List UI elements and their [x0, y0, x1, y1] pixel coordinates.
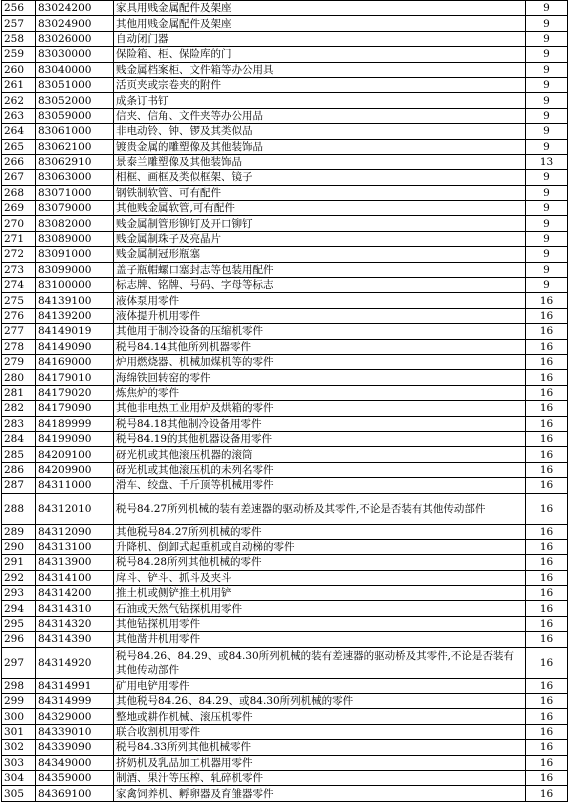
hs-code-cell: 83062100: [36, 139, 114, 154]
table-row: [2, 555, 568, 570]
table-row: [2, 77, 568, 92]
description-cell: 其他贱金属软管,可有配件: [114, 201, 526, 216]
hs-code-cell: 83024200: [36, 1, 114, 16]
hs-code-cell: 84169000: [36, 354, 114, 369]
hs-code-cell: 84179090: [36, 401, 114, 416]
table-row: [2, 47, 568, 62]
rebate-rate-cell: 16: [526, 786, 568, 801]
description-cell: 盖子瓶帽螺口塞封志等包装用配件: [114, 262, 526, 277]
description-cell: 砑光机或其他滚压机器的滚筒: [114, 447, 526, 462]
table-row: [2, 401, 568, 416]
hs-code-cell: 83061000: [36, 124, 114, 139]
description-cell: 石油或天然气钻探机用零件: [114, 601, 526, 616]
rebate-rate-cell: 16: [526, 478, 568, 493]
table-row: [2, 139, 568, 154]
description-cell: 税号84.28所列其他机械的零件: [114, 555, 526, 570]
rebate-rate-cell: 16: [526, 524, 568, 539]
hs-code-cell: 84359000: [36, 770, 114, 785]
table-row: [2, 632, 568, 647]
rebate-rate-cell: 16: [526, 694, 568, 709]
hs-code-cell: 84339010: [36, 724, 114, 739]
hs-code-cell: 83030000: [36, 47, 114, 62]
rebate-rate-cell: 9: [526, 278, 568, 293]
hs-code-cell: 83040000: [36, 62, 114, 77]
hs-code-cell: 84339090: [36, 740, 114, 755]
description-cell: 炼焦炉的零件: [114, 385, 526, 400]
hs-code-cell: 84314100: [36, 570, 114, 585]
table-row: [2, 185, 568, 200]
table-row: [2, 709, 568, 724]
rebate-rate-cell: 9: [526, 124, 568, 139]
row-number-cell: 299: [2, 694, 36, 709]
row-number-cell: 272: [2, 247, 36, 262]
description-cell: 税号84.19的其他机器设备用零件: [114, 431, 526, 446]
hs-code-cell: 84329000: [36, 709, 114, 724]
table-row: [2, 601, 568, 616]
table-row: [2, 293, 568, 308]
row-number-cell: 296: [2, 632, 36, 647]
rebate-rate-cell: 16: [526, 709, 568, 724]
description-cell: 家禽饲养机、孵卵器及育雏器零件: [114, 786, 526, 801]
table-row: [2, 694, 568, 709]
row-number-cell: 276: [2, 308, 36, 323]
hs-code-cell: 83091000: [36, 247, 114, 262]
hs-code-cell: 83071000: [36, 185, 114, 200]
rebate-rate-cell: 16: [526, 370, 568, 385]
hs-code-cell: 84313100: [36, 539, 114, 554]
description-cell: 自动闭门器: [114, 31, 526, 46]
row-number-cell: 303: [2, 755, 36, 770]
table-row: [2, 124, 568, 139]
row-number-cell: 280: [2, 370, 36, 385]
hs-code-cell: 84314310: [36, 601, 114, 616]
row-number-cell: 277: [2, 324, 36, 339]
rebate-rate-cell: 16: [526, 539, 568, 554]
hs-code-cell: 83079000: [36, 201, 114, 216]
hs-code-cell: 84314999: [36, 694, 114, 709]
description-cell: 贱金属制珠子及亮晶片: [114, 231, 526, 246]
row-number-cell: 279: [2, 354, 36, 369]
table-row: [2, 93, 568, 108]
table-row: [2, 154, 568, 169]
hs-code-cell: 84149019: [36, 324, 114, 339]
description-cell: 贱金属制冠形瓶塞: [114, 247, 526, 262]
description-cell: 税号84.18其他制冷设备用零件: [114, 416, 526, 431]
row-number-cell: 289: [2, 524, 36, 539]
table-row: [2, 324, 568, 339]
table-row: [2, 170, 568, 185]
hs-code-cell: 83059000: [36, 108, 114, 123]
table-row: [2, 278, 568, 293]
row-number-cell: 288: [2, 493, 36, 524]
hs-code-cell: 83089000: [36, 231, 114, 246]
row-number-cell: 287: [2, 478, 36, 493]
hs-code-cell: 84314200: [36, 586, 114, 601]
description-cell: 镀贵金属的雕塑像及其他装饰品: [114, 139, 526, 154]
row-number-cell: 290: [2, 539, 36, 554]
table-row: [2, 31, 568, 46]
rebate-rate-cell: 9: [526, 93, 568, 108]
rebate-rate-cell: 9: [526, 247, 568, 262]
table-row: [2, 755, 568, 770]
hs-code-cell: 84199090: [36, 431, 114, 446]
hs-code-cell: 84314991: [36, 678, 114, 693]
table-row: [2, 570, 568, 585]
row-number-cell: 284: [2, 431, 36, 446]
hs-code-cell: 83099000: [36, 262, 114, 277]
row-number-cell: 274: [2, 278, 36, 293]
table-row: [2, 493, 568, 524]
table-row: [2, 262, 568, 277]
description-cell: 税号84.14其他所列机器零件: [114, 339, 526, 354]
table-row: [2, 770, 568, 785]
description-cell: 液体泵用零件: [114, 293, 526, 308]
rebate-rate-cell: 16: [526, 632, 568, 647]
description-cell: 联合收割机用零件: [114, 724, 526, 739]
description-cell: 贱金属档案柜、文件箱等办公用具: [114, 62, 526, 77]
row-number-cell: 300: [2, 709, 36, 724]
description-cell: 相框、画框及类似框架、镜子: [114, 170, 526, 185]
description-cell: 整地或耕作机械、滚压机零件: [114, 709, 526, 724]
description-cell: 其他凿井机用零件: [114, 632, 526, 647]
description-cell: 税号84.27所列机械的装有差速器的驱动桥及其零件,不论是否装有其他传动部件: [114, 493, 526, 524]
table-row: [2, 678, 568, 693]
table-row: [2, 1, 568, 16]
description-cell: 非电动铃、钟、锣及其类似品: [114, 124, 526, 139]
description-cell: 液体提升机用零件: [114, 308, 526, 323]
rebate-rate-cell: 9: [526, 216, 568, 231]
hs-code-cell: 84139100: [36, 293, 114, 308]
hs-code-cell: 84139200: [36, 308, 114, 323]
table-row: [2, 354, 568, 369]
row-number-cell: 278: [2, 339, 36, 354]
rebate-rate-cell: 9: [526, 231, 568, 246]
table-body: [2, 1, 568, 802]
row-number-cell: 298: [2, 678, 36, 693]
hs-code-cell: 84149090: [36, 339, 114, 354]
description-cell: 景泰兰雕塑像及其他装饰品: [114, 154, 526, 169]
row-number-cell: 291: [2, 555, 36, 570]
description-cell: 其他非电热工业用炉及烘箱的零件: [114, 401, 526, 416]
table-row: [2, 16, 568, 31]
table-row: [2, 339, 568, 354]
description-cell: 戽斗、铲斗、抓斗及夹斗: [114, 570, 526, 585]
row-number-cell: 263: [2, 108, 36, 123]
table-row: [2, 247, 568, 262]
table-row: [2, 447, 568, 462]
hs-code-cell: 84313900: [36, 555, 114, 570]
row-number-cell: 292: [2, 570, 36, 585]
table-row: [2, 539, 568, 554]
rebate-rate-cell: 16: [526, 462, 568, 477]
rebate-rate-cell: 9: [526, 31, 568, 46]
description-cell: 矿用电铲用零件: [114, 678, 526, 693]
table-row: [2, 231, 568, 246]
table-row: [2, 740, 568, 755]
row-number-cell: 270: [2, 216, 36, 231]
rebate-rate-cell: 16: [526, 770, 568, 785]
hs-code-cell: 83062910: [36, 154, 114, 169]
rebate-rate-cell: 16: [526, 678, 568, 693]
rebate-rate-cell: 16: [526, 570, 568, 585]
hs-code-cell: 83100000: [36, 278, 114, 293]
rebate-rate-cell: 16: [526, 401, 568, 416]
rebate-rate-cell: 9: [526, 201, 568, 216]
row-number-cell: 260: [2, 62, 36, 77]
hs-code-cell: 84209100: [36, 447, 114, 462]
rebate-rate-cell: 9: [526, 262, 568, 277]
row-number-cell: 294: [2, 601, 36, 616]
row-number-cell: 275: [2, 293, 36, 308]
table-row: [2, 647, 568, 678]
row-number-cell: 305: [2, 786, 36, 801]
description-cell: 推土机或侧铲推土机用铲: [114, 586, 526, 601]
row-number-cell: 271: [2, 231, 36, 246]
table-row: [2, 416, 568, 431]
row-number-cell: 304: [2, 770, 36, 785]
hs-code-cell: 83082000: [36, 216, 114, 231]
row-number-cell: 269: [2, 201, 36, 216]
description-cell: 家具用贱金属配件及架座: [114, 1, 526, 16]
row-number-cell: 282: [2, 401, 36, 416]
rebate-rate-cell: 13: [526, 154, 568, 169]
hs-code-cell: 83026000: [36, 31, 114, 46]
rebate-rate-cell: 16: [526, 740, 568, 755]
row-number-cell: 297: [2, 647, 36, 678]
description-cell: 其他税号84.27所列机械的零件: [114, 524, 526, 539]
rebate-rate-cell: 16: [526, 324, 568, 339]
row-number-cell: 258: [2, 31, 36, 46]
hs-code-cell: 84209900: [36, 462, 114, 477]
description-cell: 制酒、果汁等压榨、轧碎机零件: [114, 770, 526, 785]
hs-code-cell: 83024900: [36, 16, 114, 31]
description-cell: 保险箱、柜、保险库的门: [114, 47, 526, 62]
rebate-rate-cell: 9: [526, 62, 568, 77]
description-cell: 其他用于制冷设备的压缩机零件: [114, 324, 526, 339]
description-cell: 升降机、倒卸式起重机或自动梯的零件: [114, 539, 526, 554]
hs-code-cell: 83051000: [36, 77, 114, 92]
description-cell: 砑光机或其他滚压机的未列名零件: [114, 462, 526, 477]
rebate-rate-cell: 9: [526, 47, 568, 62]
row-number-cell: 262: [2, 93, 36, 108]
row-number-cell: 283: [2, 416, 36, 431]
description-cell: 挤奶机及乳品加工机器用零件: [114, 755, 526, 770]
table-row: [2, 524, 568, 539]
row-number-cell: 267: [2, 170, 36, 185]
description-cell: 信夹、信角、文件夹等办公用品: [114, 108, 526, 123]
row-number-cell: 301: [2, 724, 36, 739]
rebate-rate-cell: 16: [526, 339, 568, 354]
rebate-rate-cell: 16: [526, 647, 568, 678]
row-number-cell: 302: [2, 740, 36, 755]
rebate-rate-cell: 16: [526, 616, 568, 631]
hs-code-cell: 84179020: [36, 385, 114, 400]
hs-code-cell: 84311000: [36, 478, 114, 493]
row-number-cell: 261: [2, 77, 36, 92]
row-number-cell: 286: [2, 462, 36, 477]
rebate-rate-cell: 9: [526, 170, 568, 185]
hs-code-cell: 84189999: [36, 416, 114, 431]
rebate-rate-cell: 16: [526, 447, 568, 462]
rebate-rate-cell: 9: [526, 1, 568, 16]
rebate-rate-cell: 16: [526, 755, 568, 770]
rebate-rate-cell: 16: [526, 724, 568, 739]
hs-code-cell: 84349000: [36, 755, 114, 770]
rebate-rate-cell: 16: [526, 601, 568, 616]
rebate-rate-cell: 9: [526, 16, 568, 31]
table-row: [2, 616, 568, 631]
row-number-cell: 256: [2, 1, 36, 16]
row-number-cell: 264: [2, 124, 36, 139]
rebate-rate-cell: 9: [526, 108, 568, 123]
hs-code-cell: 84314320: [36, 616, 114, 631]
description-cell: 钢铁制软管、可有配件: [114, 185, 526, 200]
row-number-cell: 265: [2, 139, 36, 154]
table-row: [2, 216, 568, 231]
row-number-cell: 285: [2, 447, 36, 462]
row-number-cell: 295: [2, 616, 36, 631]
table-row: [2, 431, 568, 446]
hs-code-cell: 84312090: [36, 524, 114, 539]
table-row: [2, 201, 568, 216]
hs-code-cell: 83063000: [36, 170, 114, 185]
rebate-rate-cell: 9: [526, 139, 568, 154]
row-number-cell: 259: [2, 47, 36, 62]
row-number-cell: 281: [2, 385, 36, 400]
hs-code-cell: 84179010: [36, 370, 114, 385]
rebate-rate-cell: 16: [526, 555, 568, 570]
rebate-rate-cell: 16: [526, 416, 568, 431]
rebate-rate-cell: 16: [526, 354, 568, 369]
description-cell: 炉用燃烧器、机械加煤机等的零件: [114, 354, 526, 369]
row-number-cell: 268: [2, 185, 36, 200]
rebate-rate-cell: 16: [526, 293, 568, 308]
rebate-rate-cell: 16: [526, 586, 568, 601]
description-cell: 其他税号84.26、84.29、或84.30所列机械的零件: [114, 694, 526, 709]
table-row: [2, 724, 568, 739]
table-row: [2, 62, 568, 77]
description-cell: 税号84.33所列其他机械零件: [114, 740, 526, 755]
hs-code-cell: 84314920: [36, 647, 114, 678]
table-row: [2, 370, 568, 385]
rebate-rate-cell: 16: [526, 308, 568, 323]
description-cell: 标志牌、铭牌、号码、字母等标志: [114, 278, 526, 293]
rebate-rate-cell: 9: [526, 185, 568, 200]
table-row: [2, 385, 568, 400]
rebate-rate-cell: 16: [526, 385, 568, 400]
rebate-rate-cell: 16: [526, 493, 568, 524]
row-number-cell: 257: [2, 16, 36, 31]
hs-code-cell: 84314390: [36, 632, 114, 647]
description-cell: 其他钻探机用零件: [114, 616, 526, 631]
table-row: [2, 308, 568, 323]
description-cell: 海绵铁回转窑的零件: [114, 370, 526, 385]
row-number-cell: 273: [2, 262, 36, 277]
table-row: [2, 586, 568, 601]
hs-code-cell: 84312010: [36, 493, 114, 524]
description-cell: 成条订书钉: [114, 93, 526, 108]
row-number-cell: 293: [2, 586, 36, 601]
hs-code-cell: 83052000: [36, 93, 114, 108]
description-cell: 活页夹或宗卷夹的附件: [114, 77, 526, 92]
rebate-rate-cell: 16: [526, 431, 568, 446]
description-cell: 税号84.26、84.29、或84.30所列机械的装有差速器的驱动桥及其零件,不论是否装有其他传动部件: [114, 647, 526, 678]
table-row: [2, 108, 568, 123]
table-row: [2, 478, 568, 493]
description-cell: 贱金属制管形铆钉及开口铆钉: [114, 216, 526, 231]
row-number-cell: 266: [2, 154, 36, 169]
table-row: [2, 786, 568, 801]
table-row: [2, 462, 568, 477]
rebate-rate-cell: 9: [526, 77, 568, 92]
description-cell: 滑车、绞盘、千斤顶等机械用零件: [114, 478, 526, 493]
tax-rate-table: [1, 0, 568, 802]
description-cell: 其他用贱金属配件及架座: [114, 16, 526, 31]
hs-code-cell: 84369100: [36, 786, 114, 801]
